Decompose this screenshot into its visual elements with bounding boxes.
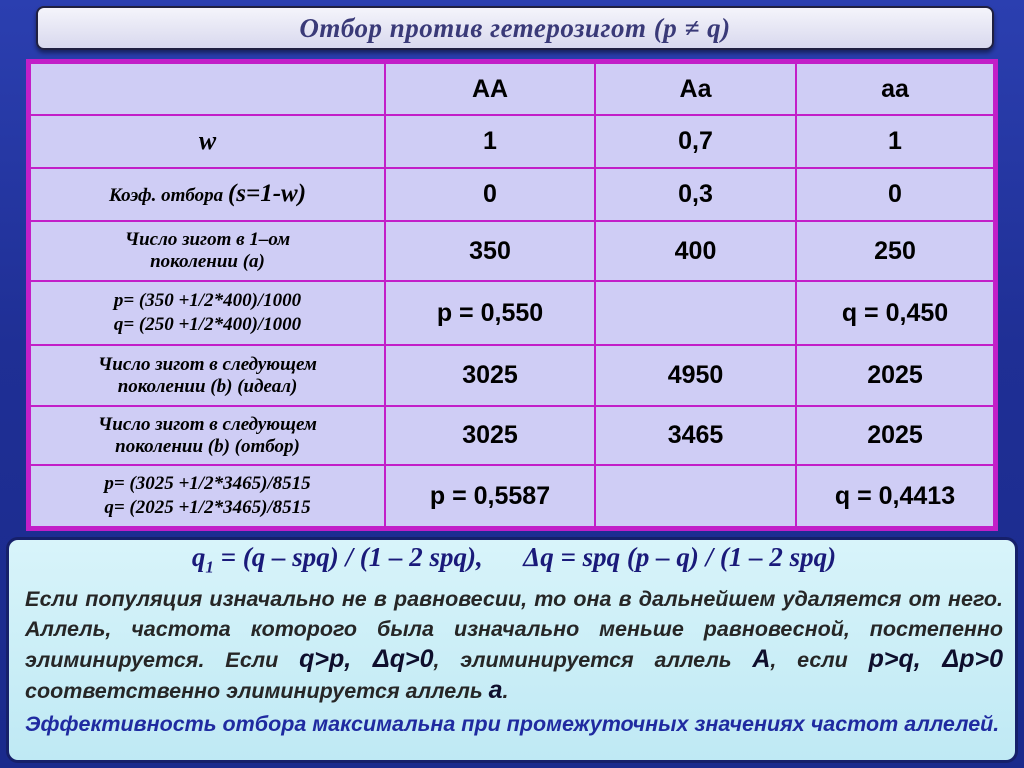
row-label-freq-1 (30, 281, 385, 345)
paragraph-key-4: a (488, 676, 503, 705)
cell-s-Aa: 0,3 (595, 168, 796, 221)
formula-subscript: 1 (205, 557, 214, 577)
selection-coef-formula: (s=1-w) (227, 179, 307, 207)
cell-sel-Aa: 3465 (595, 406, 796, 465)
formula-q: q (191, 542, 206, 572)
next-gen-ideal-label-text: Число зигот в следующем поколении (b) (идеал) (98, 353, 317, 397)
cell-s-AA: 0 (385, 168, 595, 221)
header-aa: aa (796, 63, 994, 115)
cell-s-aa: 0 (796, 168, 994, 221)
table-row-freq-1 (30, 281, 994, 345)
header-Aa: Aa (595, 63, 796, 115)
first-gen-label-text: Число зигот в 1–ом поколении (a) (124, 229, 291, 272)
row-label-w: w (30, 115, 385, 168)
cell-freq-2-empty (595, 465, 796, 527)
table-row-next-gen-ideal (30, 345, 994, 406)
paragraph-text-2: , элиминируется аллель (433, 648, 753, 673)
explanation-box (6, 537, 1018, 763)
explanation-paragraph (25, 584, 1003, 706)
row-label-next-gen-ideal (30, 345, 385, 406)
header-AA: AA (385, 63, 595, 115)
next-gen-selection-label-text: Число зигот в следующем поколении (b) (отбор) (98, 413, 317, 457)
cell-freq-2-p: p = 0,5587 (385, 465, 595, 527)
freq-1-q-formula: q= (250 +1/2*400)/1000 (113, 314, 302, 335)
row-label-freq-2 (30, 465, 385, 527)
formula-line (25, 542, 1003, 582)
selection-coef-text: Коэф. отбора (108, 184, 228, 206)
paragraph-text-5: . (502, 679, 509, 704)
paragraph-key-3: p>q, Δp>0 (868, 645, 1003, 674)
cell-freq-2-q: q = 0,4413 (796, 465, 994, 527)
row-label-selection-coef (30, 168, 385, 221)
title-bar (36, 6, 994, 50)
paragraph-key-1: q>p, Δq>0 (299, 645, 434, 674)
cell-sel-AA: 3025 (385, 406, 595, 465)
paragraph-text-4: соответственно элиминируется аллель (25, 679, 489, 704)
header-empty-cell (30, 63, 385, 115)
table-header-row (30, 63, 994, 115)
paragraph-text-1: Если популяция изначально не в равновесии, то она в дальнейшем удаляется от него. Аллель, частота которого была изначально меньше равновесной, постепенно элиминируется. Если (25, 587, 1003, 673)
formula-rest: = (q – spq) / (1 – 2 spq), Δq = spq (p – q) / (1 – 2 spq) (213, 542, 837, 572)
table-row-next-gen-selection (30, 406, 994, 465)
freq-1-p-formula: p= (350 +1/2*400)/1000 (113, 290, 302, 311)
row-label-next-gen-selection (30, 406, 385, 465)
cell-first-gen-aa: 250 (796, 221, 994, 281)
cell-w-AA: 1 (385, 115, 595, 168)
cell-ideal-Aa: 4950 (595, 345, 796, 406)
selection-table (26, 59, 998, 531)
cell-ideal-AA: 3025 (385, 345, 595, 406)
cell-ideal-aa: 2025 (796, 345, 994, 406)
table-row-freq-2 (30, 465, 994, 527)
row-label-first-gen (30, 221, 385, 281)
table-row-first-gen (30, 221, 994, 281)
page-title: Отбор против гетерозигот (p ≠ q) (299, 12, 731, 43)
cell-w-aa: 1 (796, 115, 994, 168)
freq-2-p-formula: p= (3025 +1/2*3465)/8515 (104, 473, 311, 494)
cell-first-gen-AA: 350 (385, 221, 595, 281)
paragraph-key-2: A (752, 645, 771, 674)
cell-freq-1-p: p = 0,550 (385, 281, 595, 345)
paragraph-text-3: , если (770, 648, 869, 673)
cell-freq-1-q: q = 0,450 (796, 281, 994, 345)
cell-first-gen-Aa: 400 (595, 221, 796, 281)
cell-w-Aa: 0,7 (595, 115, 796, 168)
table-row-w (30, 115, 994, 168)
efficiency-paragraph: Эффективность отбора максимальна при промежуточных значениях частот аллелей. (25, 712, 1000, 737)
cell-freq-1-empty (595, 281, 796, 345)
cell-sel-aa: 2025 (796, 406, 994, 465)
table-row-selection-coef (30, 168, 994, 221)
freq-2-q-formula: q= (2025 +1/2*3465)/8515 (104, 497, 311, 518)
